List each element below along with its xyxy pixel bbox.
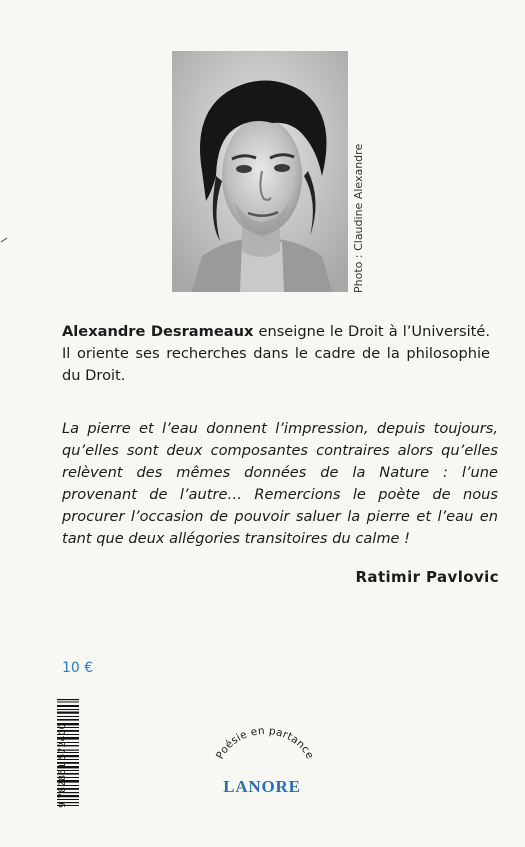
- author-portrait-icon: [172, 51, 348, 292]
- publisher-name: LANORE: [223, 777, 301, 796]
- quote-author: Ratimir Pavlovic: [355, 568, 499, 586]
- photo-credit: Photo : Claudine Alexandre: [352, 143, 365, 293]
- author-name: Alexandre Desrameaux: [62, 323, 254, 340]
- bio-text: enseigne le Droit à l’Université. Il oriente ses recherches dans le cadre de la philosophie du Droit.: [62, 323, 490, 384]
- svg-text:Poésie en partance: [214, 728, 316, 761]
- quote-text: La pierre et l’eau donnent l’impression, depuis toujours, qu’elles sont deux composantes contraires alors qu’elles relèvent des mêmes données de la Nature : l’une provenant de l’autre… Remercions le poète de nous procurer l’occasion de pouvoir saluer la pierre et l’eau en tant que deux allégories transitoires du calme !: [62, 420, 498, 547]
- author-bio: [62, 321, 490, 387]
- author-photo: [172, 51, 348, 292]
- series-name: Poésie en partance: [213, 728, 317, 762]
- edge-mark: [0, 228, 8, 247]
- isbn-number: 9 782851 572400: [58, 723, 68, 808]
- price-label: 10 €: [62, 660, 94, 676]
